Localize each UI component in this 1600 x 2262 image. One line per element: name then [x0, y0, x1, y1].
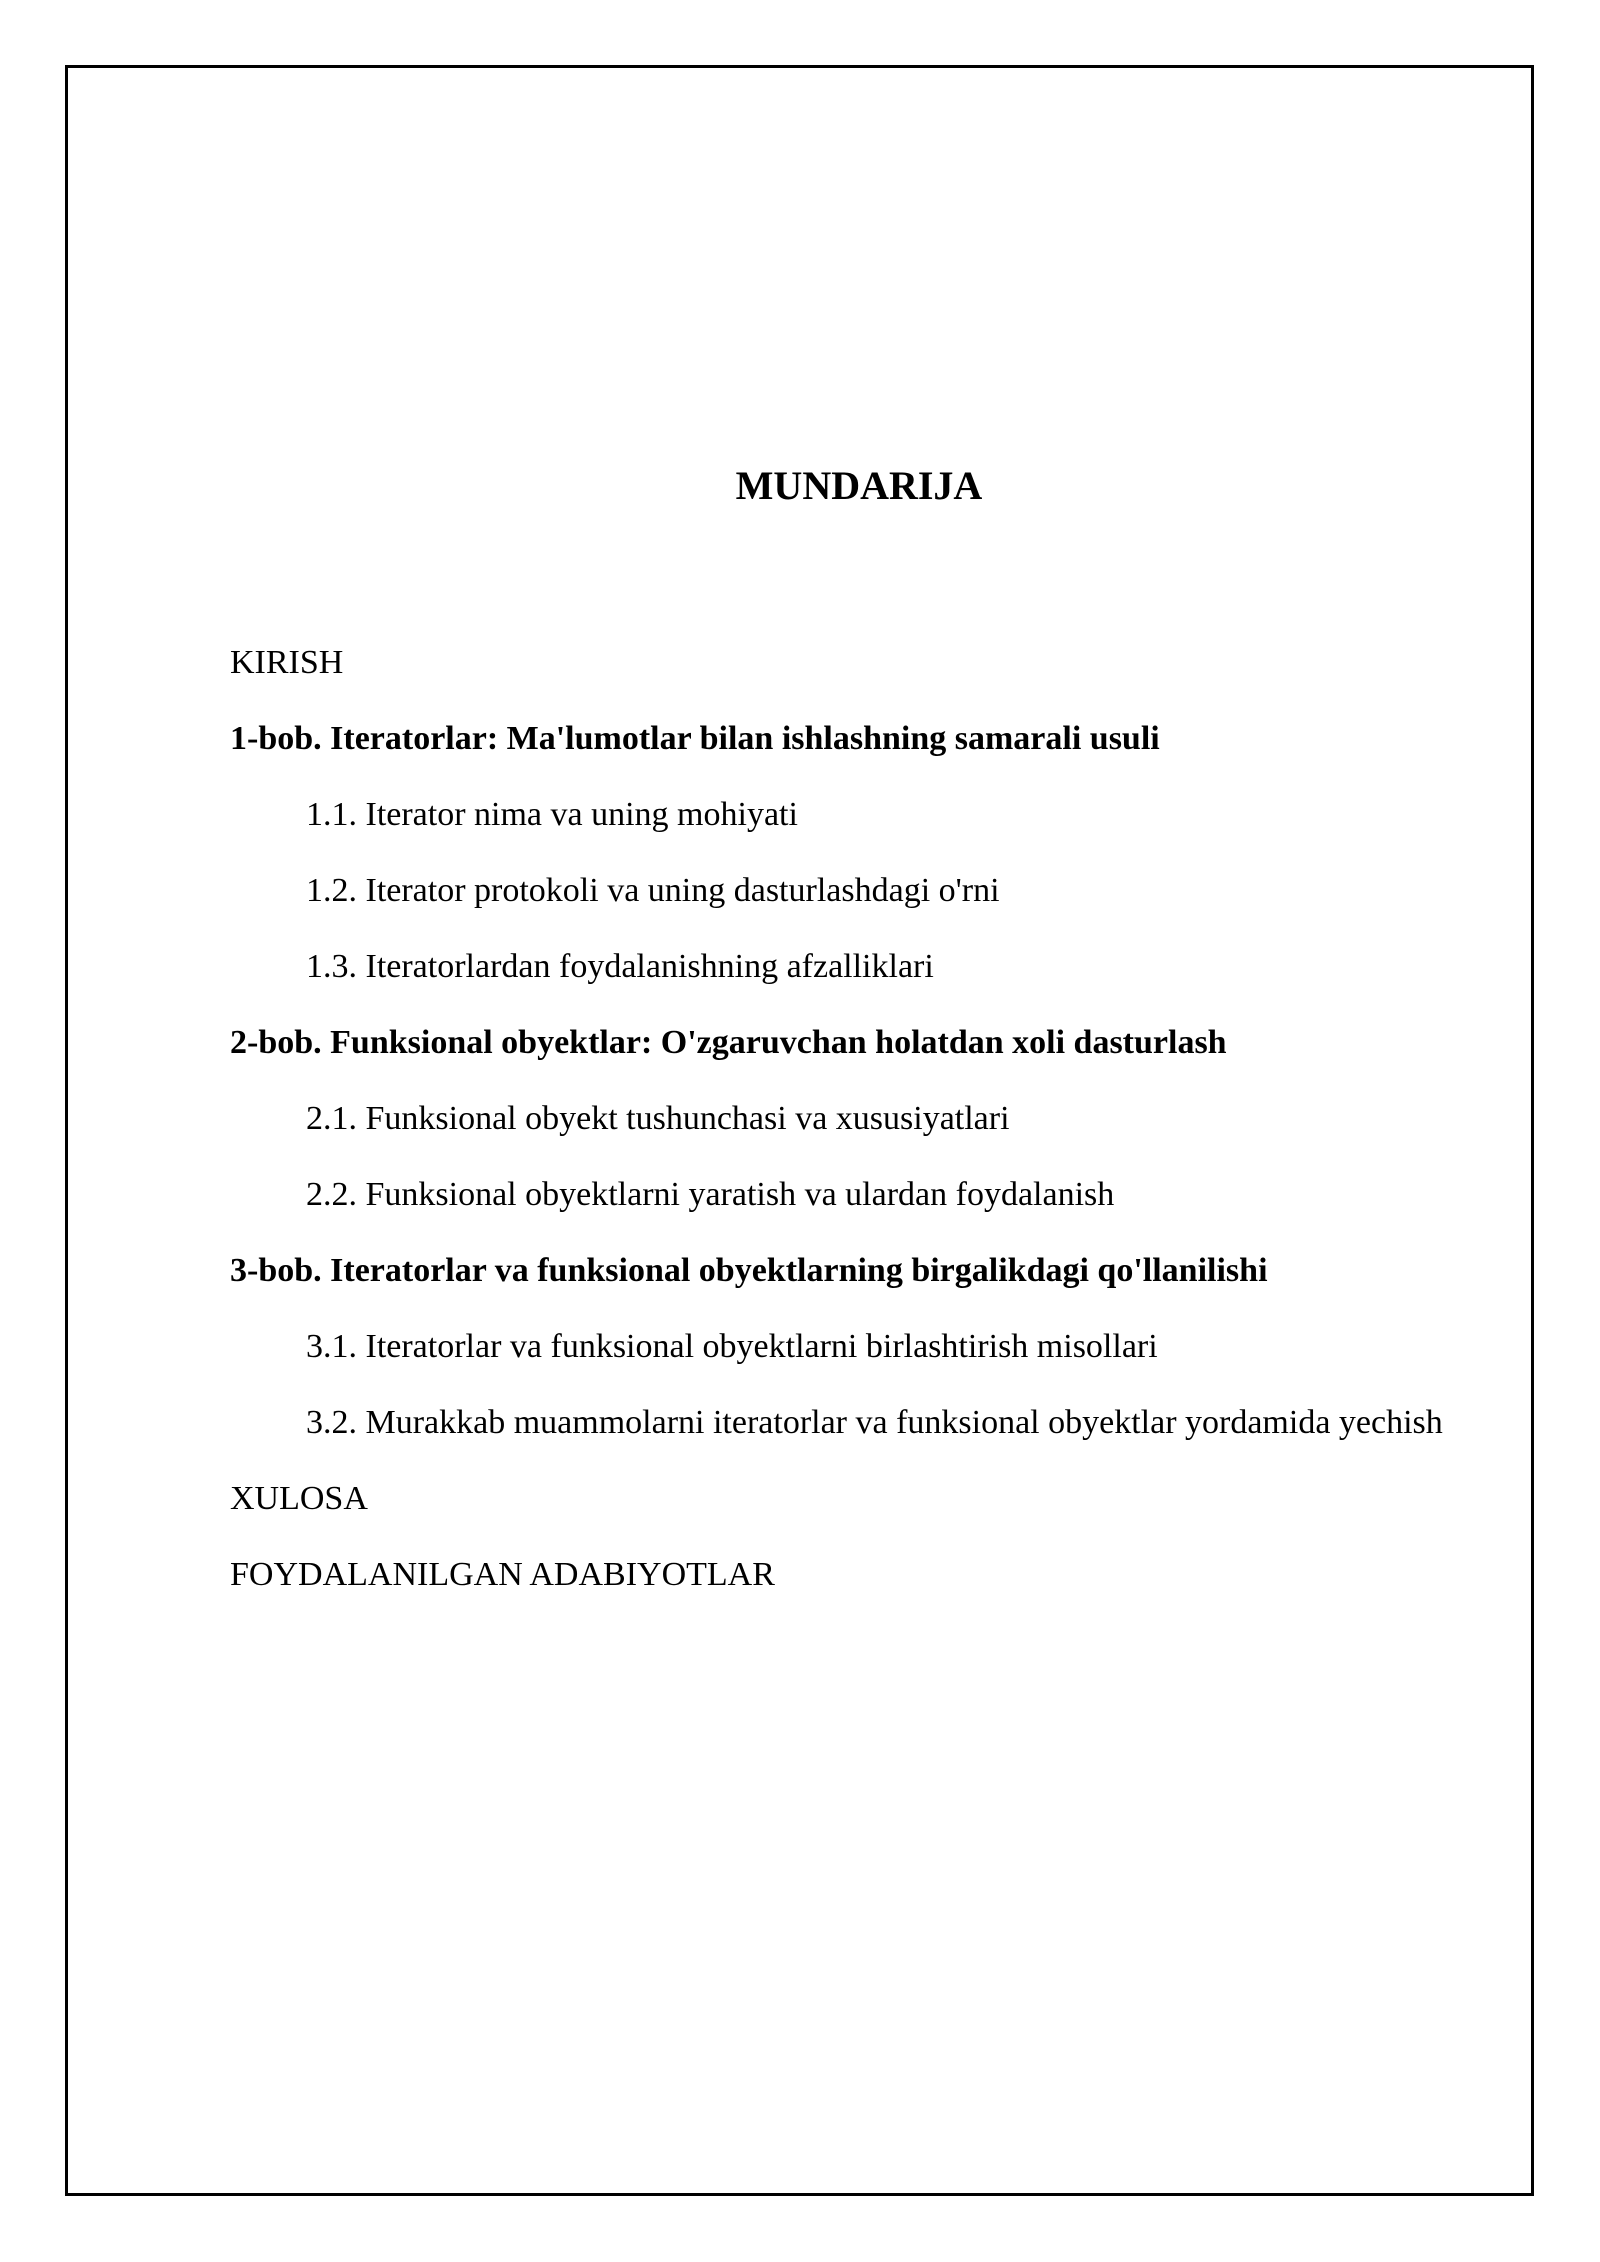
toc-chapter-2: 2-bob. Funksional obyektlar: O'zgaruvchan holatdan xoli dasturlash: [230, 1024, 1227, 1061]
toc-section-1-2: 1.2. Iterator protokoli va uning dasturlashdagi o'rni: [306, 872, 1000, 909]
toc-section-1-1: 1.1. Iterator nima va uning mohiyati: [306, 796, 798, 833]
toc-item-xulosa: XULOSA: [230, 1480, 368, 1517]
toc-chapter-3: 3-bob. Iteratorlar va funksional obyektlarning birgalikdagi qo'llanilishi: [230, 1252, 1268, 1289]
toc-section-2-1: 2.1. Funksional obyekt tushunchasi va xususiyatlari: [306, 1100, 1010, 1137]
toc-item-kirish: KIRISH: [230, 644, 344, 681]
table-of-contents: [230, 640, 1470, 1628]
toc-section-3-2: 3.2. Murakkab muammolarni iteratorlar va funksional obyektlar yordamida yechish: [306, 1404, 1443, 1441]
toc-item-adabiyotlar: FOYDALANILGAN ADABIYOTLAR: [230, 1556, 775, 1593]
page-title: MUNDARIJA: [735, 463, 983, 508]
toc-section-3-1: 3.1. Iteratorlar va funksional obyektlarni birlashtirish misollari: [306, 1328, 1158, 1365]
toc-section-2-2: 2.2. Funksional obyektlarni yaratish va ulardan foydalanish: [306, 1176, 1115, 1213]
toc-section-1-3: 1.3. Iteratorlardan foydalanishning afzalliklari: [306, 948, 934, 985]
toc-chapter-1: 1-bob. Iteratorlar: Ma'lumotlar bilan ishlashning samarali usuli: [230, 720, 1160, 757]
